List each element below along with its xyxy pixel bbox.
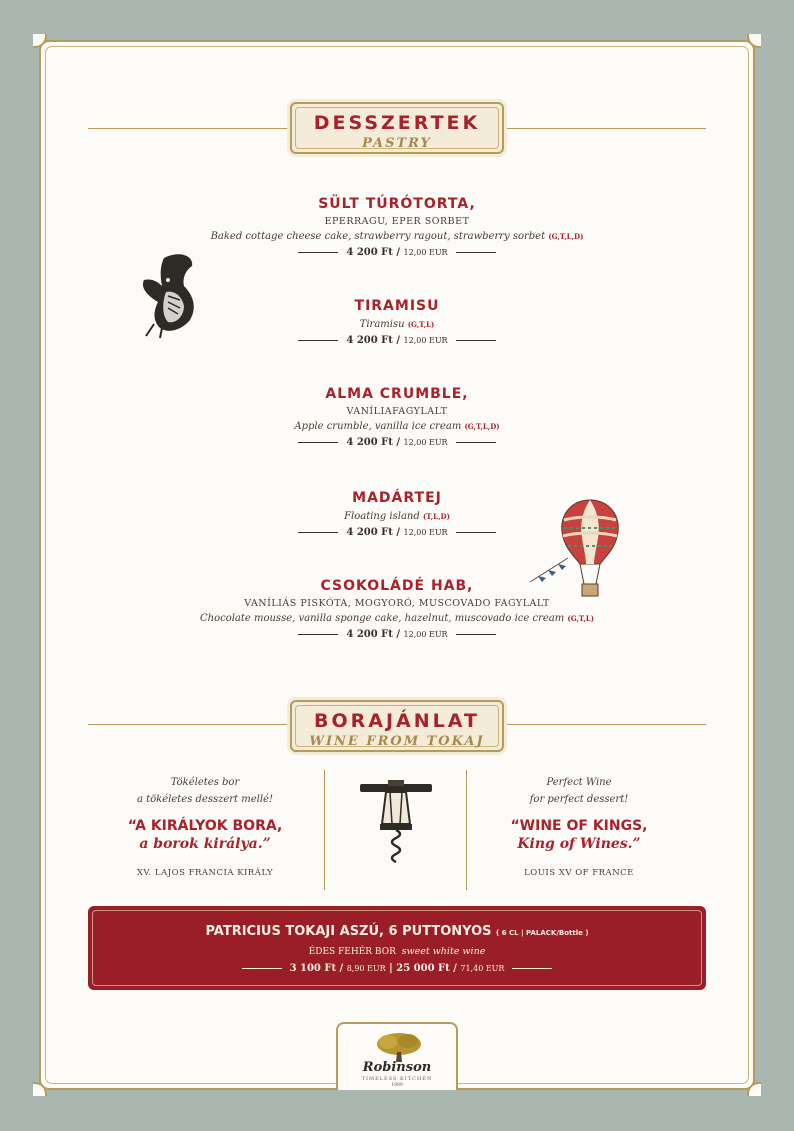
corner-ornament <box>747 34 761 48</box>
allergens: (G,T,L) <box>567 614 595 623</box>
item-price: 4 200 Ft / 12,00 EUR <box>150 335 644 346</box>
item-subtitle: EPERRAGU, EPER SORBET <box>324 216 470 227</box>
item-price: 4 200 Ft / 12,00 EUR <box>150 527 644 538</box>
logo-year: 1989 <box>391 1083 403 1088</box>
robinson-logo <box>336 1022 458 1090</box>
wine-offer-banner <box>88 906 706 990</box>
price-line <box>242 968 282 969</box>
price-line <box>298 340 338 341</box>
hot-air-balloon-icon <box>528 498 628 604</box>
quote-line: “A KIRÁLYOK BORA, <box>127 818 283 834</box>
price-line <box>298 532 338 533</box>
quote-line: “WINE OF KINGS, <box>510 818 648 834</box>
corner-ornament <box>747 1082 761 1096</box>
menu-item <box>150 386 644 448</box>
price-line <box>298 252 338 253</box>
item-name: MADÁRTEJ <box>352 490 442 506</box>
logo-tagline: TIMELESS KITCHEN <box>361 1076 433 1082</box>
wine-type-line <box>88 946 706 957</box>
item-price: 4 200 Ft / 12,00 EUR <box>150 629 644 640</box>
wine-price-line: 3 100 Ft / 8,90 EUR | 25 000 Ft / 71,40 EUR <box>88 963 706 974</box>
wine-header-badge <box>290 700 504 752</box>
item-name: ALMA CRUMBLE, <box>325 386 469 402</box>
price-line <box>456 634 496 635</box>
price-line <box>298 442 338 443</box>
item-name: CSOKOLÁDÉ HAB, <box>320 578 474 594</box>
wine-type-en: sweet white wine <box>401 946 486 957</box>
quote-author: LOUIS XV OF FRANCE <box>524 868 634 878</box>
pastry-header-badge <box>290 102 504 154</box>
quote-line: a borok királya.” <box>139 836 271 852</box>
price-line <box>298 634 338 635</box>
quote-line: King of Wines.” <box>517 836 641 852</box>
item-price: 4 200 Ft / 12,00 EUR <box>150 437 644 448</box>
corkscrew-icon <box>358 778 434 868</box>
wine-quote-english <box>472 774 686 878</box>
item-price: 4 200 Ft / 12,00 EUR <box>150 247 644 258</box>
item-description: Apple crumble, vanilla ice cream (G,T,L,D) <box>294 421 500 432</box>
item-name: TIRAMISU <box>354 298 440 314</box>
menu-item <box>150 298 644 346</box>
intro-line: a tökéletes desszert mellé! <box>136 794 273 805</box>
price-line <box>456 442 496 443</box>
menu-item <box>150 196 644 258</box>
price-line <box>456 252 496 253</box>
corner-ornament <box>33 1082 47 1096</box>
wine-name: PATRICIUS TOKAJI ASZÚ, 6 PUTTONYOS <box>205 924 492 939</box>
pastry-title: DESSZERTEK <box>313 112 481 134</box>
item-subtitle: VANÍLIÁS PISKÓTA, MOGYORÓ, MUSCOVADO FAGYLALT <box>244 598 550 609</box>
allergens: (G,T,L,D) <box>464 422 500 431</box>
wine-type-hu: ÉDES FEHÉR BOR <box>308 947 396 957</box>
quote-author: XV. LAJOS FRANCIA KIRÁLY <box>136 868 274 878</box>
item-description: Tiramisu (G,T,L) <box>359 319 435 330</box>
logo-name: Robinson <box>362 1060 432 1075</box>
item-description: Chocolate mousse, vanilla sponge cake, hazelnut, muscovado ice cream (G,T,L) <box>199 613 595 624</box>
item-name: SÜLT TÚRÓTORTA, <box>318 196 476 212</box>
price-line <box>456 532 496 533</box>
wine-title: BORAJÁNLAT <box>314 710 480 732</box>
price-line <box>512 968 552 969</box>
intro-line: Tökéletes bor <box>170 777 240 788</box>
tree-logo-icon <box>374 1032 424 1062</box>
intro-line: for perfect dessert! <box>529 794 629 805</box>
intro-line: Perfect Wine <box>546 777 612 788</box>
allergens: (G,T,L) <box>407 320 435 329</box>
item-description: Baked cottage cheese cake, strawberry ragout, strawberry sorbet (G,T,L,D) <box>210 231 584 242</box>
wine-subtitle: WINE FROM TOKAJ <box>309 734 485 749</box>
wine-name-line <box>88 924 706 939</box>
corner-ornament <box>33 34 47 48</box>
price-line <box>456 340 496 341</box>
allergens: (G,T,L,D) <box>548 232 584 241</box>
wine-measure: ( 6 CL | PALACK/Bottle ) <box>496 929 589 937</box>
allergens: (T,L,D) <box>422 512 450 521</box>
column-divider <box>466 770 467 890</box>
column-divider <box>324 770 325 890</box>
pastry-subtitle: PASTRY <box>362 136 432 151</box>
wine-quote-hungarian <box>90 774 320 878</box>
item-subtitle: VANÍLIAFAGYLALT <box>346 406 448 417</box>
item-description: Floating island (T,L,D) <box>344 511 450 522</box>
